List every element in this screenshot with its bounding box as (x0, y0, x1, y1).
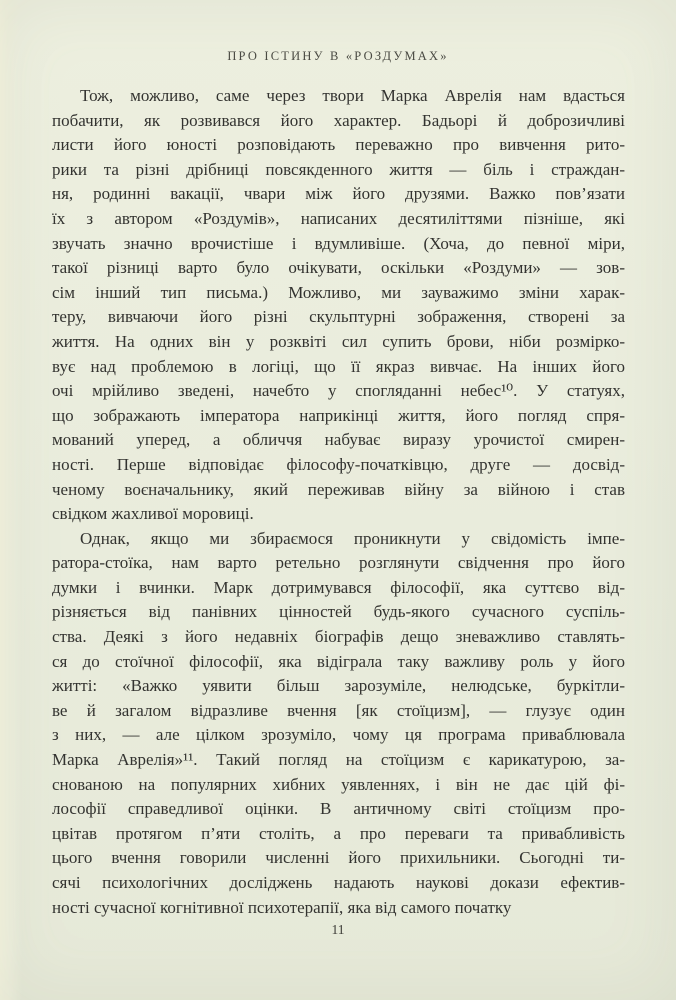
text-line: ства. Деякі з його недавніх біографів дещо зневажливо ставлять- (52, 627, 625, 647)
text-line: ченому воєначальнику, який переживав війну за війною і став (52, 479, 625, 499)
text-block (52, 84, 625, 920)
text-line: очі мрійливо зведені, начебто у спогляданні небес¹⁰. У статуях, (52, 381, 625, 401)
text-line: ся до стоїчної філософії, яка відіграла таку важливу роль у його (52, 651, 625, 671)
page-edge (0, 0, 22, 1000)
text-line: лософії справедливої оцінки. В античному світі стоїцизм про- (52, 799, 625, 819)
text-line: різняється від панівних цінностей будь-якого сучасного суспіль- (52, 602, 625, 622)
paragraph (52, 527, 625, 921)
text-line: з них, — але цілком зрозуміло, чому ця програма приваблювала (52, 725, 625, 745)
text-line: вує над проблемою в логіці, що її якраз вивчає. На інших його (52, 356, 625, 376)
text-line: сім інший тип письма.) Можливо, ми зауважимо зміни харак- (52, 282, 625, 302)
text-line: звучать значно врочистіше і вдумливіше. (Хоча, до певної міри, (52, 233, 625, 253)
text-line: сячі психологічних досліджень надають наукові докази ефектив- (52, 873, 625, 892)
text-line: Однак, якщо ми збираємося проникнути у свідомість імпе- (80, 528, 625, 548)
text-line: ня, родинні вакації, чвари між його друзями. Важко пов’язати (52, 184, 625, 204)
text-line: ве й загалом відразливе вчення [як стоїцизм], — глузує один (52, 700, 625, 720)
text-line: Марка Аврелія»¹¹. Такий погляд на стоїцизм є карикатурою, за- (52, 750, 625, 770)
text-line: життя. На одних він у розквіті сил супить брови, ніби розмірко- (52, 331, 625, 351)
text-line: цього вчення говорили численні його прихильники. Сьогодні ти- (52, 848, 625, 868)
text-line: такої різниці варто було очікувати, оскільки «Роздуми» — зов- (52, 258, 625, 278)
text-line: снованою на популярних хибних уявленнях, і він не дає цій фі- (52, 774, 625, 794)
running-head: ПРО ІСТИНУ В «РОЗДУМАХ» (227, 49, 449, 63)
text-line: що зображають імператора наприкінці життя, його погляд спря- (52, 405, 625, 425)
text-line: рики та різні дрібниці повсякденного життя — біль і страждан- (52, 159, 625, 179)
text-line: мований уперед, а обличчя набуває виразу урочистої смирен- (52, 430, 625, 450)
text-line: думки і вчинки. Марк дотримувався філософії, яка суттєво від- (52, 577, 625, 597)
text-line: їх з автором «Роздумів», написаних десятиліттями пізніше, які (52, 208, 625, 228)
text-line: Тож, можливо, саме через твори Марка Аврелія нам вдасться (80, 86, 625, 105)
text-line: свідком жахливої моровиці. (52, 504, 254, 524)
text-line: ності сучасної когнітивної психотерапії, яка від самого початку (52, 897, 512, 917)
text-line: ності. Перше відповідає філософу-початківцю, друге — досвід- (52, 454, 625, 474)
text-line: ратора-стоїка, нам варто ретельно розглянути свідчення про його (52, 553, 625, 573)
page-number: 11 (331, 922, 345, 937)
text-line: теру, вивчаючи його різні скульптурні зображення, створені за (52, 307, 625, 327)
paragraph (52, 84, 625, 527)
text-line: цвітав протягом п’яти століть, а про переваги та привабливість (52, 823, 625, 843)
text-line: листи його юності розповідають переважно про вивчення рито- (52, 135, 625, 155)
text-line: житті: «Важко уявити більш зарозуміле, нелюдське, буркітли- (52, 676, 625, 696)
text-line: побачити, як розвивався його характер. Бадьорі й доброзичливі (52, 110, 625, 130)
